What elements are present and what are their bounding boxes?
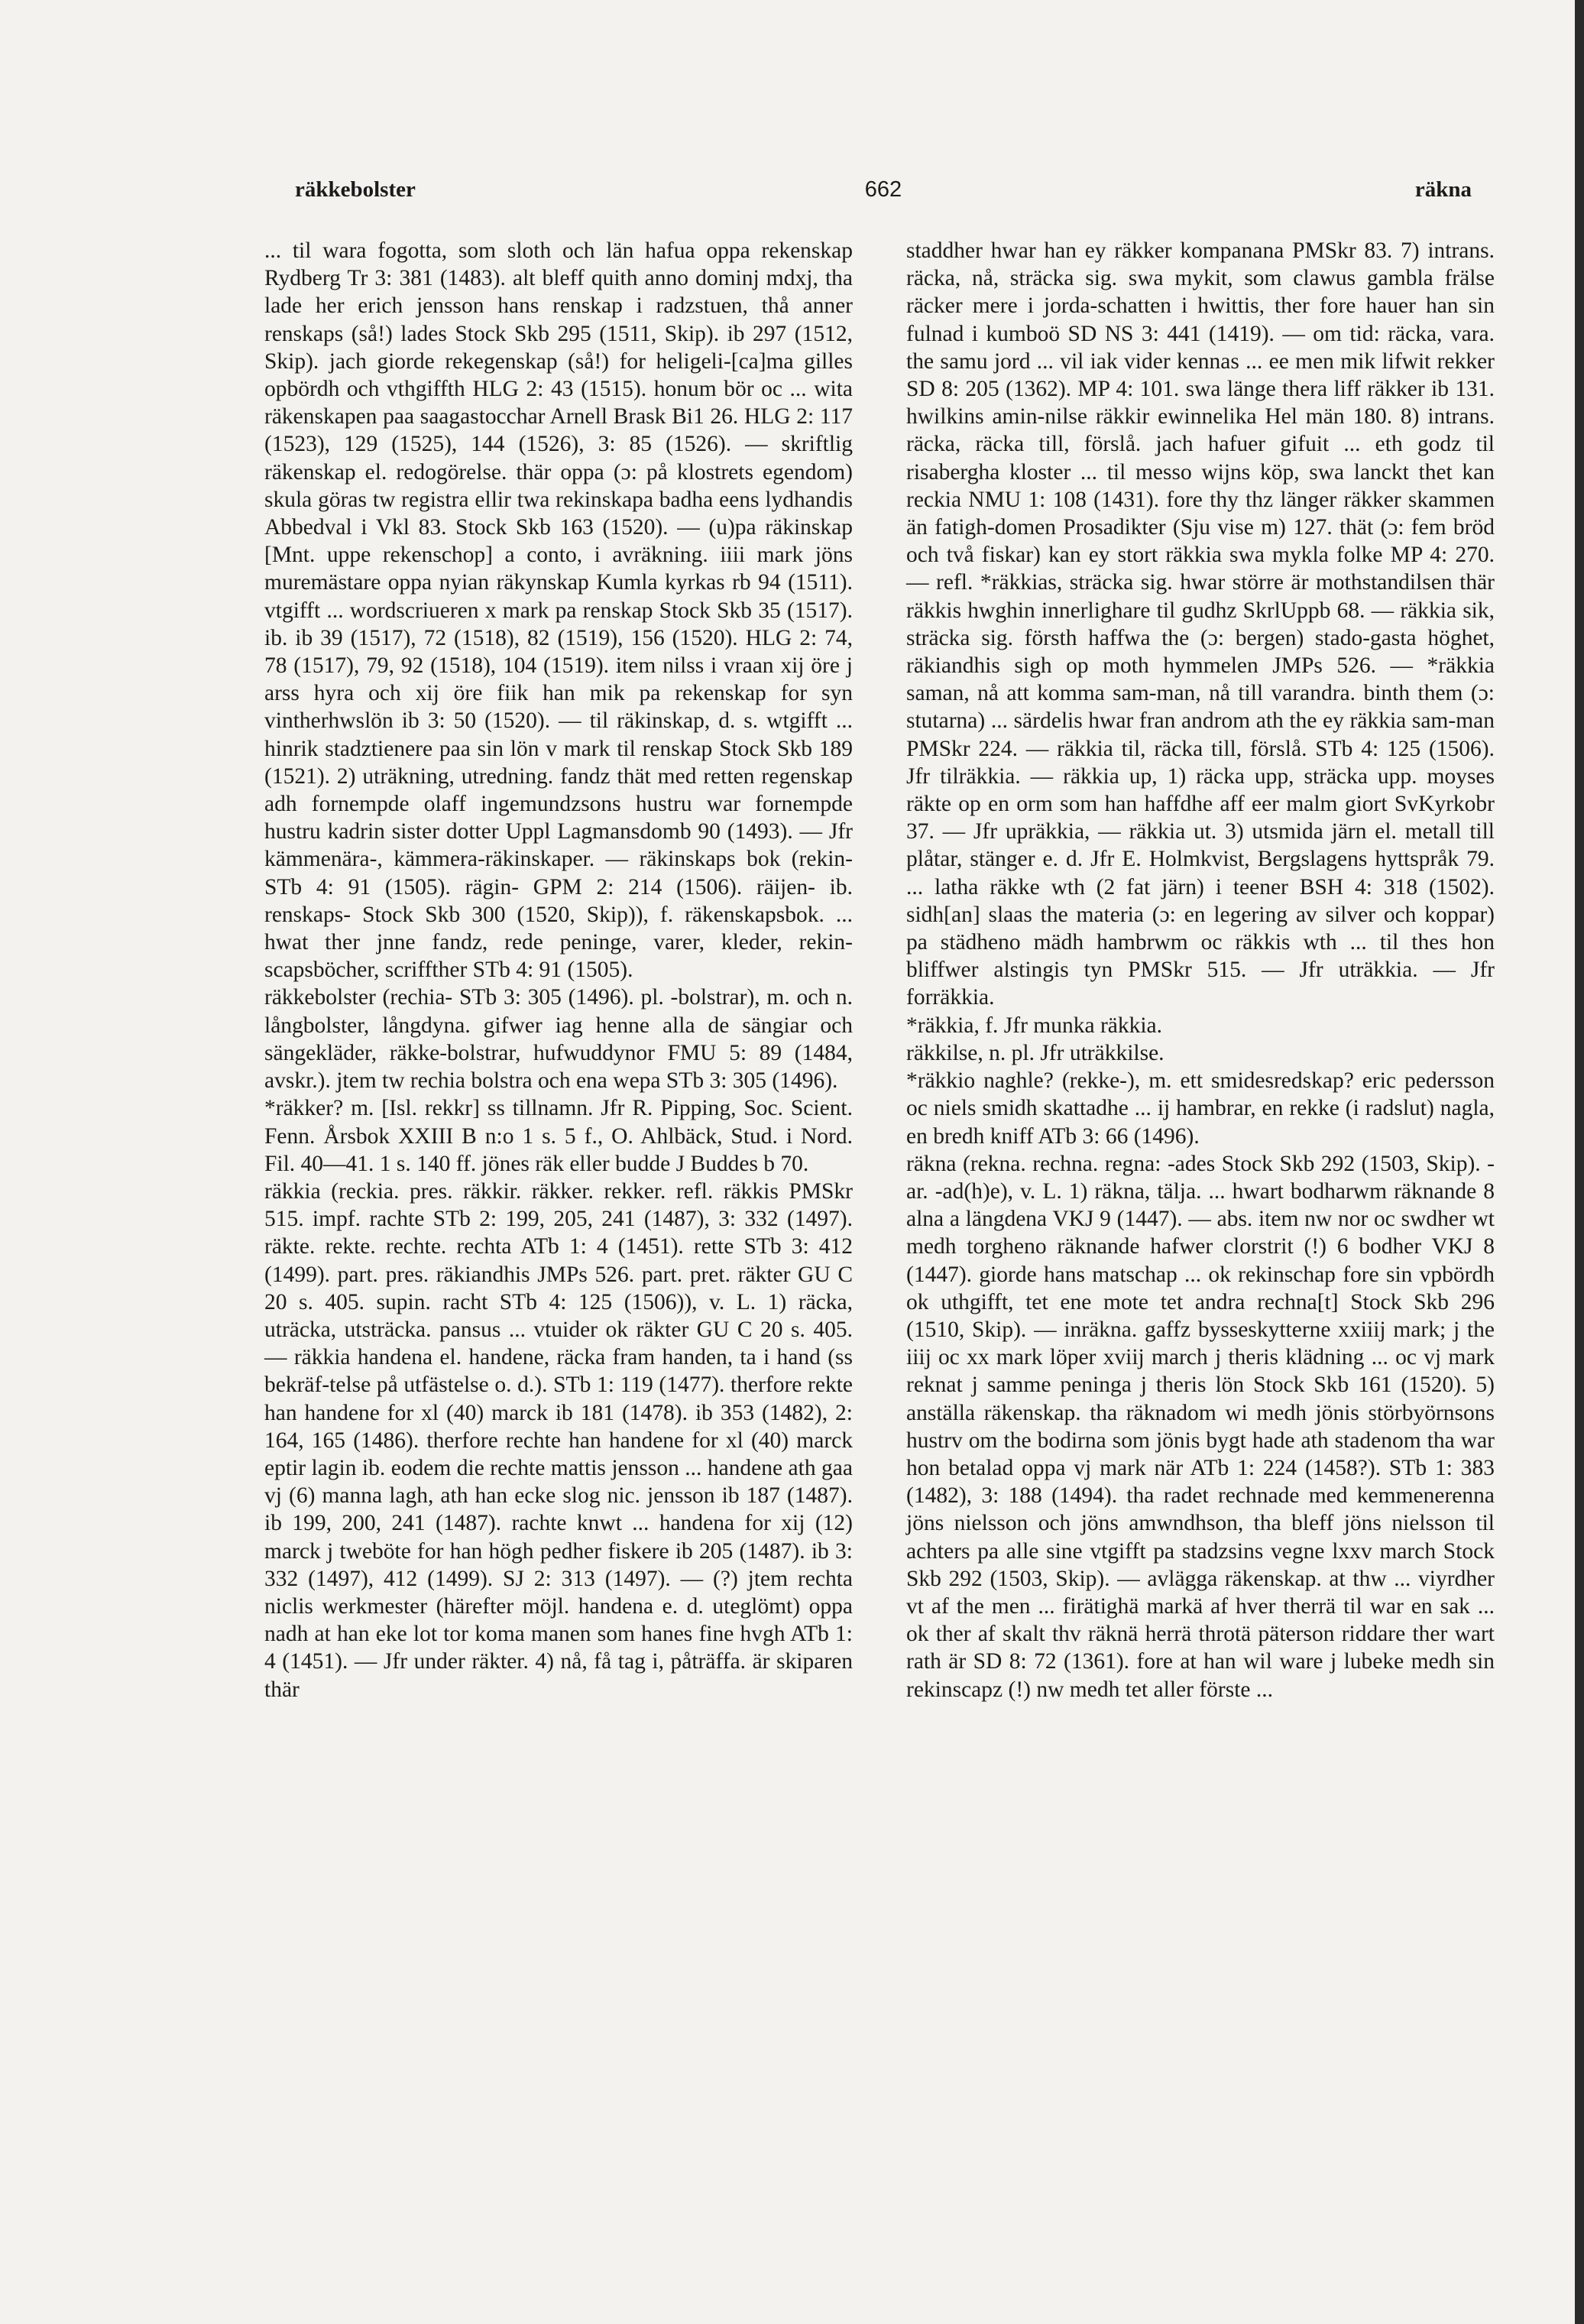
- left-column: [264, 237, 853, 1703]
- page-number: 662: [864, 177, 902, 202]
- header-right-word: räkna: [1414, 177, 1472, 202]
- entry-rakkilse: räkkilse, n. pl. Jfr uträkkilse.: [906, 1040, 1165, 1065]
- right-column: [906, 237, 1495, 1703]
- entry-paragraph: ... til wara fogotta, som sloth och län hafua oppa rekenskap Rydberg Tr 3: 381 (1483). alt bleff quith anno dominj mdxj, tha lade her erich jensson hans renskap i radzstuen, thå anner renskaps (så!) lades Stock Skb 295 (1511, Skip). ib 297 (1512, Skip). jach giorde rekegenskap (så!) for heligeli-[ca]ma gilles opbördh och vthgiffth HLG 2: 43 (1515). honum bör oc ... wita räkenskapen paa saagastocchar Arnell Brask Bi1 26. HLG 2: 117 (1523), 129 (1525), 144 (1526), 3: 85 (1526). — skriftlig räkenskap el. redogörelse. thär oppa (ɔ: på klostrets egendom) skula göras tw registra ellir twa rekinskapa badha eens lydhandis Abbedval i Vkl 83. Stock Skb 163 (1520). — (u)pa räkinskap [Mnt. uppe rekenschop] a conto, i avräkning. iiii mark jöns muremästare oppa nyian räkynskap Kumla kyrkas rb 94 (1511). vtgifft ... wordscriueren x mark pa renskap Stock Skb 35 (1517). ib. ib 39 (1517), 72 (1518), 82 (1519), 156 (1520). HLG 2: 74, 78 (1517), 79, 92 (1518), 104 (1519). item nilss i vraan xij öre j arss hyra och xij öre fiik han mik pa rekenskap for syn vintherhwslön ib 3: 50 (1520). — til räkinskap, d. s. wtgifft ... hinrik stadztienere paa sin lön v mark til renskap Stock Skb 189 (1521). 2) uträkning, utredning. fandz thät med retten regenskap adh fornempde olaff ingemundzsons hustru war fornempde hustru kadrin sister dotter Uppl Lagmansdomb 90 (1493). — Jfr kämmenära-, kämmera-räkinskaper. — räkinskaps bok (rekin- STb 4: 91 (1505). rägin- GPM 2: 214 (1506). räijen- ib. renskaps- Stock Skb 300 (1520, Skip)), f. räkenskapsbok. ... hwat ther jnne fandz, rede peninge, varer, kleder, rekin-scapsböcher, scriffther STb 4: 91 (1505).: [264, 238, 853, 983]
- page-edge: [1575, 0, 1584, 2324]
- entry-rakna: räkna (rekna. rechna. regna: -ades Stock Skb 292 (1503, Skip). -ar. -ad(h)e), v. L. 1) räkna, tälja. ... hwart bodharwm räknande 8 alna a längdena VKJ 9 (1447). — abs. item nw nor oc swdher wt medh torgheno räknande hafwer clorstrit (!) 6 bodher VKJ 8 (1447). giorde hans matschap ... ok rekinschap fore sin vpbördh ok uthgifft, tet ene mote tet andra rechna[t] Stock Skb 296 (1510, Skip). — inräkna. gaffz bysseskytterne xxiiij mark; j the iiij oc xx mark löper xviij march j theris klädning ... oc vj mark reknat j samme peninga j theris lön Stock Skb 161 (1520). 5) anställa räkenskap. tha räknadom wi medh jönis störbyörnsons hustrv om the bodirna som jönis bygt hade ath stadenom tha war hon betalad oppa vj mark när ATb 1: 224 (1458?). STb 1: 383 (1482), 3: 188 (1494). tha radet rechnade med kemmenerenna jöns nielsson och jöns amwndhson, tha bleff jöns nielsson til achters pa alle sine vtgifft pa stadzsins vegne lxxv march Stock Skb 292 (1503, Skip). — avlägga räkenskap. at thw ... viyrdher vt af the men ... firätighä markä af hver therrä til war en sak ... ok ther af skalt thv räknä herrä throtä päterson riddare ther wart rath är SD 8: 72 (1361). fore at han wil ware j lubeke medh sin rekinscapz (!) nw medh tet aller förste ...: [906, 1151, 1495, 1702]
- entry-rakkia: räkkia (reckia. pres. räkkir. räkker. rekker. refl. räkkis PMSkr 515. impf. rachte STb 2: 199, 205, 241 (1487), 3: 332 (1497). räkte. rekte. rechte. rechta ATb 1: 4 (1451). rette STb 3: 412 (1499). part. pres. räkiandhis JMPs 526. part. pret. räkter GU C 20 s. 405. supin. racht STb 4: 125 (1506)), v. L. 1) räcka, uträcka, utsträcka. pansus ... vtuider ok räkter GU C 20 s. 405. — räkkia handena el. handene, räcka fram handen, ta i hand (ss bekräf-telse på utfästelse o. d.). STb 1: 119 (1477). therfore rekte han handene for xl (40) marck ib 181 (1478). ib 353 (1482), 2: 164, 165 (1486). therfore rechte han handene for xl (40) marck eptir lagin ib. eodem die rechte mattis jensson ... handene ath gaa vj (6) manna lagh, ath han ecke slog nic. jensson ib 187 (1487). ib 199, 200, 241 (1487). rachte knwt ... handena for xij (12) marck j tweböte for han högh pedher fiskere ib 205 (1487). ib 3: 332 (1497), 412 (1499). SJ 2: 313 (1497). — (?) jtem rechta niclis werkmester (härefter möjl. handena e. d. uteglömt) oppa nadh at han eke lot tor koma manen som hanes fine hvgh ATb 1: 4 (1451). — Jfr under räkter. 4) nå, få tag i, påträffa. är skiparen thär: [264, 1178, 853, 1702]
- page-header: [295, 177, 1472, 211]
- entry-paragraph: staddher hwar han ey räkker kompanana PMSkr 83. 7) intrans. räcka, nå, sträcka sig. swa mykit, som clawus gambla frälse räcker mere i jorda-schatten i hwittis, ther fore hauer han sin fulnad i kumboö SD NS 3: 441 (1419). — om tid: räcka, vara. the samu jord ... vil iak vider kennas ... ee men mik lifwit rekker SD 8: 205 (1362). MP 4: 101. swa länge thera liff räkker ib 131. hwilkins amin-nilse räkkir ewinnelika Hel män 180. 8) intrans. räcka, räcka till, förslå. jach hafuer gifuit ... eth godz til risabergha kloster ... til messo wijns köp, swa lanckt thet kan reckia NMU 1: 108 (1431). fore thy thz länger räkker skammen än fatigh-domen Prosadikter (Sju vise m) 127. thät (ɔ: fem bröd och två fiskar) kan ey stort räkkia swa mykla folke MP 4: 270. — refl. *räkkias, sträcka sig. hwar större är mothstandilsen thär räkkis hwghin innerlighare til gudhz SkrlUppb 68. — räkkia sik, sträcka sig. försth haffwa the (ɔ: bergen) stado-gasta höghet, räkiandhis sigh op moth hymmelen JMPs 526. — *räkkia saman, nå att komma sam-man, nå till varandra. binth them (ɔ: stutarna) ... särdelis hwar fran androm ath the ey räkkia sam-man PMSkr 224. — räkkia til, räcka till, förslå. STb 4: 125 (1506). Jfr tilräkkia. — räkkia up, 1) räcka upp, sträcka upp. moyses räkte op en orm som han haffdhe aff eer malm giort SvKyrkobr 37. — Jfr upräkkia, — räkkia ut. 3) utsmida järn el. metall till plåtar, stänger e. d. Jfr E. Holmkvist, Bergslagens hyttspråk 79. ... latha räkke wth (2 fat järn) i teener BSH 4: 318 (1502). sidh[an] slaas the materia (ɔ: en legering av silver och koppar) pa städheno mädh hambrwm oc räkkis wth ... til thes hon bliffwer alstingis tyn PMSkr 515. — Jfr uträkkia. — Jfr forräkkia.: [906, 238, 1495, 1010]
- entry-rakkio-naghle: *räkkio naghle? (rekke-), m. ett smidesredskap? eric pedersson oc niels smidh skattadhe ... ij hambrar, en rekke (i radslut) nagla, en bredh kniff ATb 3: 66 (1496).: [906, 1068, 1495, 1149]
- entry-rakker: *räkker? m. [Isl. rekkr] ss tillnamn. Jfr R. Pipping, Soc. Scient. Fenn. Årsbok XXIII B n:o 1 s. 5 f., O. Ahlbäck, Stud. i Nord. Fil. 40—41. 1 s. 140 ff. jönes räk eller budde J Buddes b 70.: [264, 1096, 853, 1176]
- entry-rakkia-f: *räkkia, f. Jfr munka räkkia.: [906, 1013, 1163, 1038]
- entry-rakkebolster: räkkebolster (rechia- STb 3: 305 (1496). pl. -bolstrar), m. och n. långbolster, långdyna. gifwer iag henne alla de sängiar och sängekläder, räkke-bolstrar, hufwuddynor FMU 5: 89 (1484, avskr.). jtem tw rechia bolstra och ena wepa STb 3: 305 (1496).: [264, 985, 853, 1094]
- header-left-word: räkkebolster: [295, 177, 416, 202]
